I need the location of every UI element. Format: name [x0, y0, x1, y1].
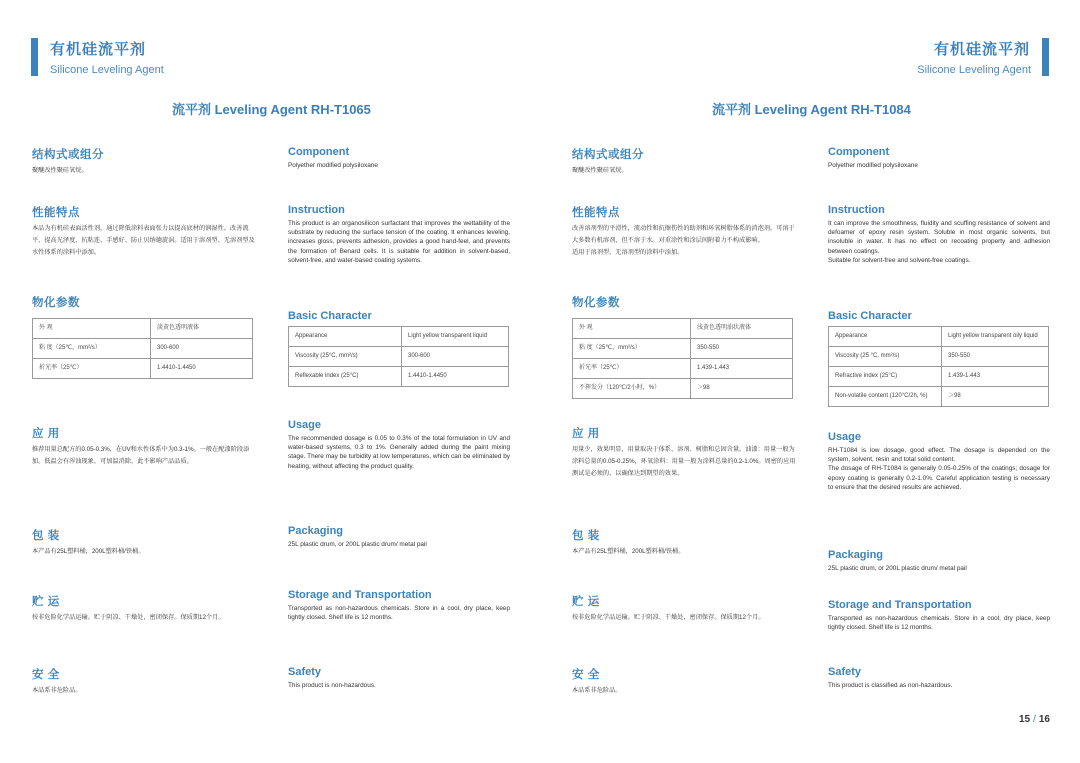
properties-table-cn — [32, 318, 253, 379]
table-cell: ＞98 — [691, 379, 793, 399]
table-cell: 350-550 — [691, 339, 793, 359]
section-text: 用量少，效果明显，用量取决于体系、溶剂、树脂和总固含量。油漆：用量一般为涂料总量的0.05-0.25%，环氧涂料：用量一般为涂料总量的0.2-1.0%。周密的应用测试是必须的，以确保达到期望的效果。 — [572, 446, 796, 477]
table-cell: 粘 度（25℃，mm²/s） — [573, 339, 691, 359]
table-cell: 1.439-1.443 — [942, 367, 1049, 387]
table-cell: ＞98 — [942, 387, 1049, 407]
table-row — [829, 367, 1049, 387]
table-row — [829, 387, 1049, 407]
section-heading: Storage and Transportation — [828, 599, 972, 611]
section-heading: 结构式或组分 — [572, 149, 644, 161]
section-heading: 性能特点 — [32, 207, 80, 219]
page-right — [540, 0, 1080, 763]
section-text: 按非危险化学品运输。贮于阴凉、干燥处，密闭保存。保质期12个月。 — [572, 614, 765, 621]
features-section-cn — [572, 204, 797, 259]
section-text: The recommended dosage is 0.05 to 0.3% of the total formulation in UV and water-based systems, 0.3 to 1%. Generally added during the paint mixing stage. There may be turbidity at low temperatures, which can be eliminated by heating, without affecting the product quality. — [288, 435, 510, 470]
table-cell: 1.4410-1.4450 — [402, 367, 509, 387]
section-heading: Packaging — [288, 525, 344, 537]
section-heading: 安 全 — [572, 669, 600, 681]
usage-section-cn — [32, 425, 257, 468]
table-cell: Non-volatile content (120°C/2h, %) — [829, 387, 942, 407]
packaging-section-en — [288, 525, 510, 549]
safety-section-cn — [32, 666, 257, 697]
header-accent-bar — [31, 38, 38, 76]
table-row — [33, 359, 253, 379]
storage-section-cn — [32, 593, 257, 624]
table-cell: Viscosity (25°C, mm²/s) — [289, 347, 402, 367]
page-separator: / — [1033, 714, 1036, 725]
section-text: 推荐用量总配方的0.05-0.3%，在UV和水性体系中为0.3-1%。一般在配漆阶段添加。低温会有浑浊现象，可加温消除，此不影响产品品质。 — [32, 446, 250, 465]
product-title: 流平剂 Leveling Agent RH-T1084 — [712, 102, 911, 117]
storage-section-cn — [572, 593, 797, 624]
section-text: 聚醚改性聚硅氧烷。 — [572, 167, 628, 174]
section-text: This product is classified as non-hazardous. — [828, 682, 953, 689]
features-section-cn — [32, 204, 257, 259]
section-text: Polyether modified polysiloxane — [828, 162, 918, 169]
section-heading: Packaging — [828, 549, 884, 561]
table-row — [573, 359, 793, 379]
section-heading: 物化参数 — [32, 297, 80, 309]
header-accent-bar — [1042, 38, 1049, 76]
section-text: 改善溶剂型的平滑性，流动性和抗擦伤性的助剂和环氧树脂体系的消泡剂。可溶于大多数有机溶剂，但不溶于水。对重涂性和涂层间附着力不构成影响。 — [572, 225, 795, 244]
header-title-cn: 有机硅流平剂 — [50, 41, 147, 58]
page-number — [1019, 714, 1050, 725]
section-text: Transported as non-hazardous chemicals. Store in a cool, dry place, keep tightly closed. Shelf life is 12 months. — [288, 605, 510, 622]
product-title: 流平剂 Leveling Agent RH-T1065 — [172, 102, 371, 117]
table-cell: 1.439-1.443 — [691, 359, 793, 379]
section-text: 按非危险化学品运输。贮于阴凉、干燥处，密闭保存。保质期12个月。 — [32, 614, 225, 621]
section-text: The dosage of RH-T1084 is generally 0.05-0.25% of the coatings; dosage for epoxy coating is generally 0.2-1.0%. Careful application testing is necessary to ensure that the desired results are achieved. — [828, 465, 1050, 491]
instruction-section-en — [288, 204, 510, 265]
section-heading: Usage — [288, 419, 322, 431]
table-cell: 淡黄色透明液体 — [151, 319, 253, 339]
section-heading: Safety — [828, 666, 862, 678]
component-section-cn — [572, 146, 797, 177]
section-heading: 结构式或组分 — [32, 149, 104, 161]
section-text: 本产品有25L塑料桶，200L塑料桶/铁桶。 — [572, 548, 685, 555]
section-text: 25L plastic drum, or 200L plastic drum/ metal pail — [828, 565, 967, 572]
table-row — [829, 327, 1049, 347]
section-heading: 包 装 — [572, 530, 600, 542]
section-heading: Component — [828, 146, 890, 158]
page-total: 16 — [1038, 714, 1050, 725]
section-heading: Usage — [828, 431, 862, 443]
header-title-en: Silicone Leveling Agent — [917, 64, 1031, 76]
properties-section-cn — [572, 294, 794, 399]
section-text: Polyether modified polysiloxane — [288, 162, 378, 169]
basic-character-section-en — [828, 310, 1050, 407]
packaging-section-en — [828, 549, 1050, 573]
section-heading: 贮 运 — [32, 596, 60, 608]
section-heading: 安 全 — [32, 669, 60, 681]
packaging-section-cn — [32, 527, 257, 558]
safety-section-en — [828, 666, 1050, 690]
section-heading: Basic Character — [288, 310, 372, 322]
section-text: This product is an organosilicon surfactant that improves the wettability of the substrate by reducing the surface tension of the coating. It enhances leveling, increases gloss, prevents adhesion, provides a good hand-feel, and prevents the formation of Benard cells. It is suitable for addition in solvent-based, solvent-free, and water-based coating systems. — [288, 220, 510, 264]
table-cell: 350-550 — [942, 347, 1049, 367]
section-heading: 性能特点 — [572, 207, 620, 219]
table-cell: 不挥发分（120℃/2小时，%） — [573, 379, 691, 399]
table-cell: 浅黄色透明油状液体 — [691, 319, 793, 339]
table-cell: 1.4410-1.4450 — [151, 359, 253, 379]
section-text: 本品系非危险品。 — [572, 687, 622, 694]
section-text: 25L plastic drum, or 200L plastic drum/ metal pail — [288, 541, 427, 548]
component-section-en — [828, 146, 1050, 170]
table-row — [289, 347, 509, 367]
table-cell: 300-600 — [151, 339, 253, 359]
table-cell: Appearance — [289, 327, 402, 347]
properties-table-cn — [572, 318, 793, 399]
header-title-en: Silicone Leveling Agent — [50, 64, 164, 76]
properties-table-en — [288, 326, 509, 387]
section-text: RH-T1084 is low dosage, good effect. The dosage is depended on the system, solvent, resin and total solid content. — [828, 447, 1050, 464]
table-cell: Reflexable index (25°C) — [289, 367, 402, 387]
section-text: 适用于溶剂型、无溶剂型的涂料中添加。 — [572, 249, 684, 256]
section-text: This product is non-hazardous. — [288, 682, 376, 689]
section-heading: 应 用 — [32, 428, 60, 440]
table-row — [573, 339, 793, 359]
section-heading: 包 装 — [32, 530, 60, 542]
table-row — [573, 379, 793, 399]
section-text: 本品为有机硅表面活性剂，通过降低涂料表面张力以提高底材的润湿性。改善流平、提高光泽度、抗粘连、手感好、防止贝纳德旋涡。适用于溶剂型、无溶剂型及水性体系的涂料中添加。 — [32, 225, 255, 256]
component-section-cn — [32, 146, 257, 177]
section-heading: Instruction — [828, 204, 885, 216]
table-cell: 外 观 — [33, 319, 151, 339]
section-heading: Instruction — [288, 204, 345, 216]
section-text: It can improve the smoothness, fluidity and scuffing resistance of solvent and defoamer of epoxy resin system. Soluble in most organic solvents, but insoluble in water. It has no effect on recoating property and adhesion between coatings. — [828, 220, 1050, 255]
component-section-en — [288, 146, 510, 170]
table-row — [33, 339, 253, 359]
table-cell: 粘 度（25℃，mm²/s） — [33, 339, 151, 359]
section-heading: Storage and Transportation — [288, 589, 432, 601]
table-cell: 折光率（25℃） — [573, 359, 691, 379]
table-row — [289, 367, 509, 387]
usage-section-en — [828, 431, 1050, 492]
packaging-section-cn — [572, 527, 797, 558]
properties-section-cn — [32, 294, 254, 379]
table-row — [33, 319, 253, 339]
table-row — [829, 347, 1049, 367]
table-cell: Refractive index (25°C) — [829, 367, 942, 387]
section-heading: Basic Character — [828, 310, 912, 322]
table-cell: 外 观 — [573, 319, 691, 339]
section-heading: 贮 运 — [572, 596, 600, 608]
properties-table-en — [828, 326, 1049, 407]
storage-section-en — [828, 599, 1050, 632]
section-heading: Safety — [288, 666, 322, 678]
usage-section-cn — [572, 425, 797, 480]
table-row — [289, 327, 509, 347]
instruction-section-en — [828, 204, 1050, 265]
section-heading: 应 用 — [572, 428, 600, 440]
section-text: 本品系非危险品。 — [32, 687, 82, 694]
storage-section-en — [288, 589, 510, 622]
table-cell: Light yellow transparent oily liquid — [942, 327, 1049, 347]
section-text: Suitable for solvent-free and solvent-free coatings. — [828, 256, 971, 264]
table-row — [573, 319, 793, 339]
safety-section-cn — [572, 666, 797, 697]
safety-section-en — [288, 666, 510, 690]
section-text: Transported as non-hazardous chemicals. Store in a cool, dry place, keep tightly closed. Shelf life is 12 months. — [828, 615, 1050, 632]
header-title-cn: 有机硅流平剂 — [933, 41, 1030, 58]
usage-section-en — [288, 419, 510, 471]
table-cell: Appearance — [829, 327, 942, 347]
section-heading: 物化参数 — [572, 297, 620, 309]
table-cell: Light yellow transparent liquid — [402, 327, 509, 347]
section-text: 本产品有25L塑料桶，200L塑料桶/铁桶。 — [32, 548, 145, 555]
basic-character-section-en — [288, 310, 510, 387]
section-heading: Component — [288, 146, 350, 158]
table-cell: 300-600 — [402, 347, 509, 367]
page-current: 15 — [1018, 714, 1031, 725]
table-cell: 折光率（25℃） — [33, 359, 151, 379]
table-cell: Viscosity (25 °C, mm²/s) — [829, 347, 942, 367]
section-text: 聚醚改性聚硅氧烷。 — [32, 167, 88, 174]
